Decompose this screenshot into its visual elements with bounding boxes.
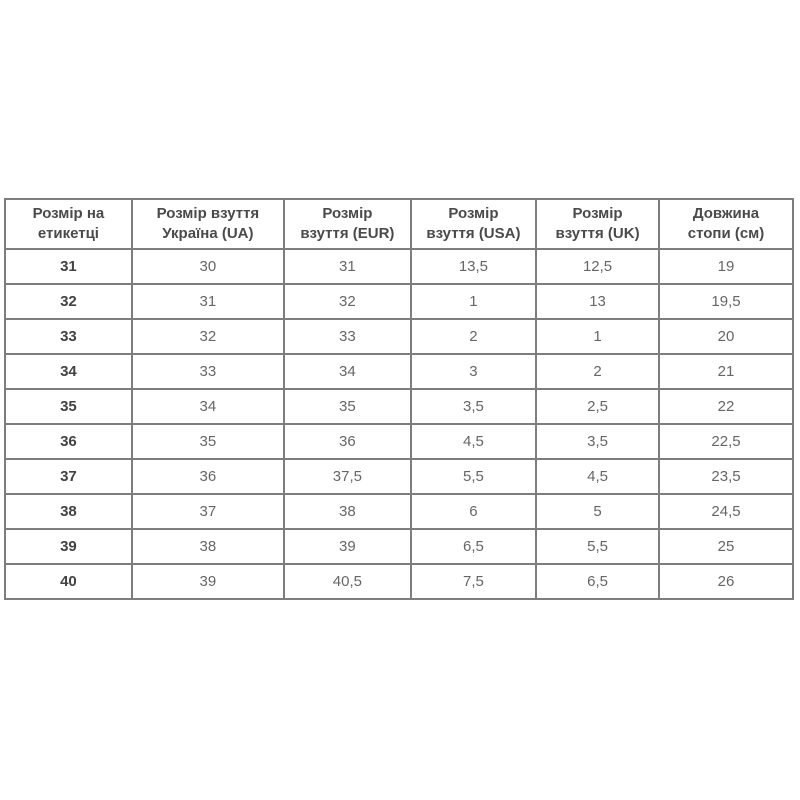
size-value-cell: 34 <box>284 354 411 389</box>
size-value-cell: 13 <box>536 284 659 319</box>
size-value-cell: 22,5 <box>659 424 793 459</box>
table-row <box>5 284 793 319</box>
size-value-cell: 3 <box>411 354 536 389</box>
size-value-cell: 21 <box>659 354 793 389</box>
size-value-cell: 5 <box>536 494 659 529</box>
table-header <box>5 199 793 249</box>
size-value-cell: 38 <box>132 529 284 564</box>
size-value-cell: 30 <box>132 249 284 284</box>
size-value-cell: 40,5 <box>284 564 411 599</box>
size-value-cell: 2,5 <box>536 389 659 424</box>
size-value-cell: 3,5 <box>411 389 536 424</box>
size-value-cell: 37 <box>132 494 284 529</box>
size-value-cell: 19,5 <box>659 284 793 319</box>
column-header-length_cm: Довжина стопи (см) <box>659 199 793 249</box>
size-label-cell: 32 <box>5 284 132 319</box>
size-value-cell: 6,5 <box>536 564 659 599</box>
size-value-cell: 38 <box>284 494 411 529</box>
size-value-cell: 32 <box>284 284 411 319</box>
table-row <box>5 389 793 424</box>
size-value-cell: 35 <box>132 424 284 459</box>
size-value-cell: 26 <box>659 564 793 599</box>
size-label-cell: 33 <box>5 319 132 354</box>
size-value-cell: 12,5 <box>536 249 659 284</box>
size-value-cell: 37,5 <box>284 459 411 494</box>
size-value-cell: 23,5 <box>659 459 793 494</box>
size-value-cell: 5,5 <box>411 459 536 494</box>
shoe-size-conversion-table <box>4 198 794 600</box>
table-row <box>5 459 793 494</box>
size-label-cell: 36 <box>5 424 132 459</box>
size-value-cell: 39 <box>284 529 411 564</box>
column-header-uk: Розмір взуття (UK) <box>536 199 659 249</box>
size-value-cell: 1 <box>411 284 536 319</box>
size-value-cell: 3,5 <box>536 424 659 459</box>
size-value-cell: 5,5 <box>536 529 659 564</box>
table-row <box>5 354 793 389</box>
size-value-cell: 13,5 <box>411 249 536 284</box>
size-value-cell: 22 <box>659 389 793 424</box>
size-value-cell: 2 <box>536 354 659 389</box>
size-value-cell: 31 <box>132 284 284 319</box>
table-row <box>5 529 793 564</box>
size-value-cell: 1 <box>536 319 659 354</box>
size-label-cell: 40 <box>5 564 132 599</box>
size-label-cell: 37 <box>5 459 132 494</box>
table-body <box>5 249 793 599</box>
size-value-cell: 7,5 <box>411 564 536 599</box>
size-label-cell: 38 <box>5 494 132 529</box>
size-value-cell: 33 <box>284 319 411 354</box>
size-value-cell: 34 <box>132 389 284 424</box>
size-value-cell: 6,5 <box>411 529 536 564</box>
size-value-cell: 19 <box>659 249 793 284</box>
table-row <box>5 249 793 284</box>
size-value-cell: 4,5 <box>536 459 659 494</box>
size-chart-table-container <box>4 198 794 600</box>
size-value-cell: 32 <box>132 319 284 354</box>
size-value-cell: 36 <box>132 459 284 494</box>
column-header-ua: Розмір взуття Україна (UA) <box>132 199 284 249</box>
header-row <box>5 199 793 249</box>
size-label-cell: 35 <box>5 389 132 424</box>
size-label-cell: 31 <box>5 249 132 284</box>
column-header-eur: Розмір взуття (EUR) <box>284 199 411 249</box>
size-value-cell: 2 <box>411 319 536 354</box>
table-row <box>5 564 793 599</box>
size-value-cell: 4,5 <box>411 424 536 459</box>
size-value-cell: 33 <box>132 354 284 389</box>
table-row <box>5 319 793 354</box>
size-label-cell: 39 <box>5 529 132 564</box>
column-header-usa: Розмір взуття (USA) <box>411 199 536 249</box>
size-value-cell: 35 <box>284 389 411 424</box>
table-row <box>5 424 793 459</box>
size-value-cell: 25 <box>659 529 793 564</box>
size-value-cell: 36 <box>284 424 411 459</box>
table-row <box>5 494 793 529</box>
column-header-label: Розмір на етикетці <box>5 199 132 249</box>
size-label-cell: 34 <box>5 354 132 389</box>
size-value-cell: 31 <box>284 249 411 284</box>
size-value-cell: 39 <box>132 564 284 599</box>
size-value-cell: 6 <box>411 494 536 529</box>
size-value-cell: 20 <box>659 319 793 354</box>
size-value-cell: 24,5 <box>659 494 793 529</box>
